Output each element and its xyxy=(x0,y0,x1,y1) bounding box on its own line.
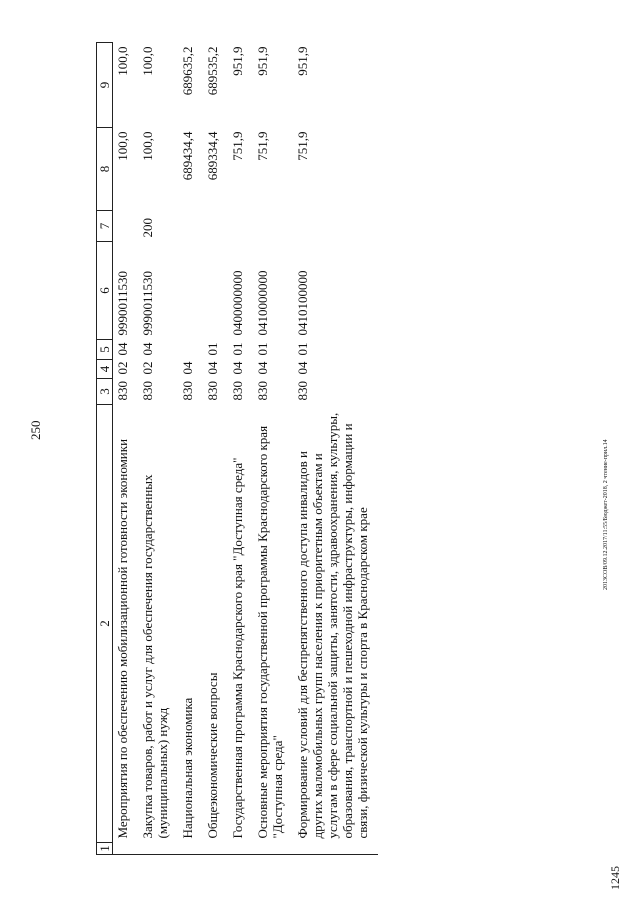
cell-col9: 689535,2 xyxy=(205,46,220,96)
cell-col3: 830 xyxy=(230,381,245,401)
cell-col3: 830 xyxy=(180,381,195,401)
cell-col5: 01 xyxy=(205,342,220,356)
expense-name: Общеэкономические вопросы xyxy=(205,672,220,839)
column-header: 1 xyxy=(97,843,113,855)
cell-col5: 01 xyxy=(295,342,310,356)
cell-col9: 951,9 xyxy=(230,46,245,76)
cell-col7 xyxy=(228,211,253,242)
expense-name: Закупка товаров, работ и услуг для обеспечения государственных (муниципальных) нужд xyxy=(140,474,170,839)
cell-col7 xyxy=(253,211,293,242)
cell-col8: 751,9 xyxy=(295,131,310,161)
rotated-budget-table xyxy=(96,43,588,855)
cell-col3: 830 xyxy=(205,381,220,401)
column-header: 5 xyxy=(97,340,113,360)
column-header: 8 xyxy=(97,128,113,211)
cell-col6 xyxy=(203,242,228,340)
cell-col9: 100,0 xyxy=(115,46,130,76)
cell-col6: 0410000000 xyxy=(255,270,270,336)
cell-col5: 01 xyxy=(255,342,270,356)
table-row xyxy=(253,43,293,855)
cell-col9: 951,9 xyxy=(255,46,270,76)
cell-col4: 04 xyxy=(230,361,245,375)
cell-col8: 689434,4 xyxy=(180,131,195,181)
cell-col8: 100,0 xyxy=(140,131,155,161)
expense-name: Национальная экономика xyxy=(180,697,195,839)
cell-col4: 04 xyxy=(295,361,310,375)
cell-col8: 100,0 xyxy=(115,131,130,161)
column-header: 7 xyxy=(97,211,113,242)
cell-col7 xyxy=(178,211,203,242)
column-header: 6 xyxy=(97,242,113,340)
cell-col8: 751,9 xyxy=(255,131,270,161)
cell-col5: 04 xyxy=(140,342,155,356)
cell-col6: 9990011530 xyxy=(115,270,130,336)
cell-col8: 689334,4 xyxy=(205,131,220,181)
cell-col6: 0400000000 xyxy=(230,270,245,336)
column-header: 4 xyxy=(97,360,113,379)
cell-col4: 04 xyxy=(205,361,220,375)
expense-name: Основные мероприятия государственной программы Краснодарского края "Доступная среда" xyxy=(255,425,285,839)
table-row xyxy=(293,43,378,855)
expense-name: Государственная программа Краснодарского края "Доступная среда" xyxy=(230,457,245,839)
cell-col5: 01 xyxy=(230,342,245,356)
column-header: 9 xyxy=(97,43,113,128)
corner-page-number: 1245 xyxy=(608,866,622,890)
cell-col9: 951,9 xyxy=(295,46,310,76)
table-row xyxy=(203,43,228,855)
table-row xyxy=(228,43,253,855)
cell-col9: 689635,2 xyxy=(180,46,195,96)
cell-col4: 02 xyxy=(115,361,130,375)
cell-col6: 0410100000 xyxy=(295,270,310,336)
budget-table xyxy=(96,42,378,855)
column-header: 2 xyxy=(97,405,113,843)
cell-col3: 830 xyxy=(115,381,130,401)
cell-col3: 830 xyxy=(295,381,310,401)
cell-col7 xyxy=(113,211,139,242)
cell-col4: 04 xyxy=(180,361,195,375)
cell-col4: 02 xyxy=(140,361,155,375)
cell-col3: 830 xyxy=(140,381,155,401)
cell-col6: 9990011530 xyxy=(140,270,155,336)
table-row xyxy=(113,43,139,855)
cell-col4: 04 xyxy=(255,361,270,375)
cell-col3: 830 xyxy=(255,381,270,401)
expense-name: Мероприятия по обеспечению мобилизационной готовности экономики xyxy=(115,438,130,839)
column-header: 3 xyxy=(97,379,113,405)
footer-file-path: 2013СОВ/09.12.2017/11:55/Бюджет-2018, 2 чтение-прил.14 xyxy=(603,439,609,590)
cell-col8: 751,9 xyxy=(230,131,245,161)
cell-col7 xyxy=(203,211,228,242)
table-row xyxy=(178,43,203,855)
cell-col9: 100,0 xyxy=(140,46,155,76)
cell-col7 xyxy=(293,211,378,242)
cell-col7: 200 xyxy=(140,218,155,238)
table-header-row xyxy=(97,43,113,855)
page-number: 250 xyxy=(28,420,43,440)
expense-name: Формирование условий для беспрепятственного доступа инвалидов и других маломобильных групп населения к приоритетным объектам и услугам в сфере социальной защиты, занятости, здравоохранения, культуры, образования, транспортной и пешеходной инфраструктуры, информации и связи, физической культуры и спорта в Краснодарском крае xyxy=(295,412,370,839)
table-row xyxy=(138,43,178,855)
cell-col5: 04 xyxy=(115,342,130,356)
cell-col6 xyxy=(178,242,203,340)
cell-col5 xyxy=(178,340,203,360)
